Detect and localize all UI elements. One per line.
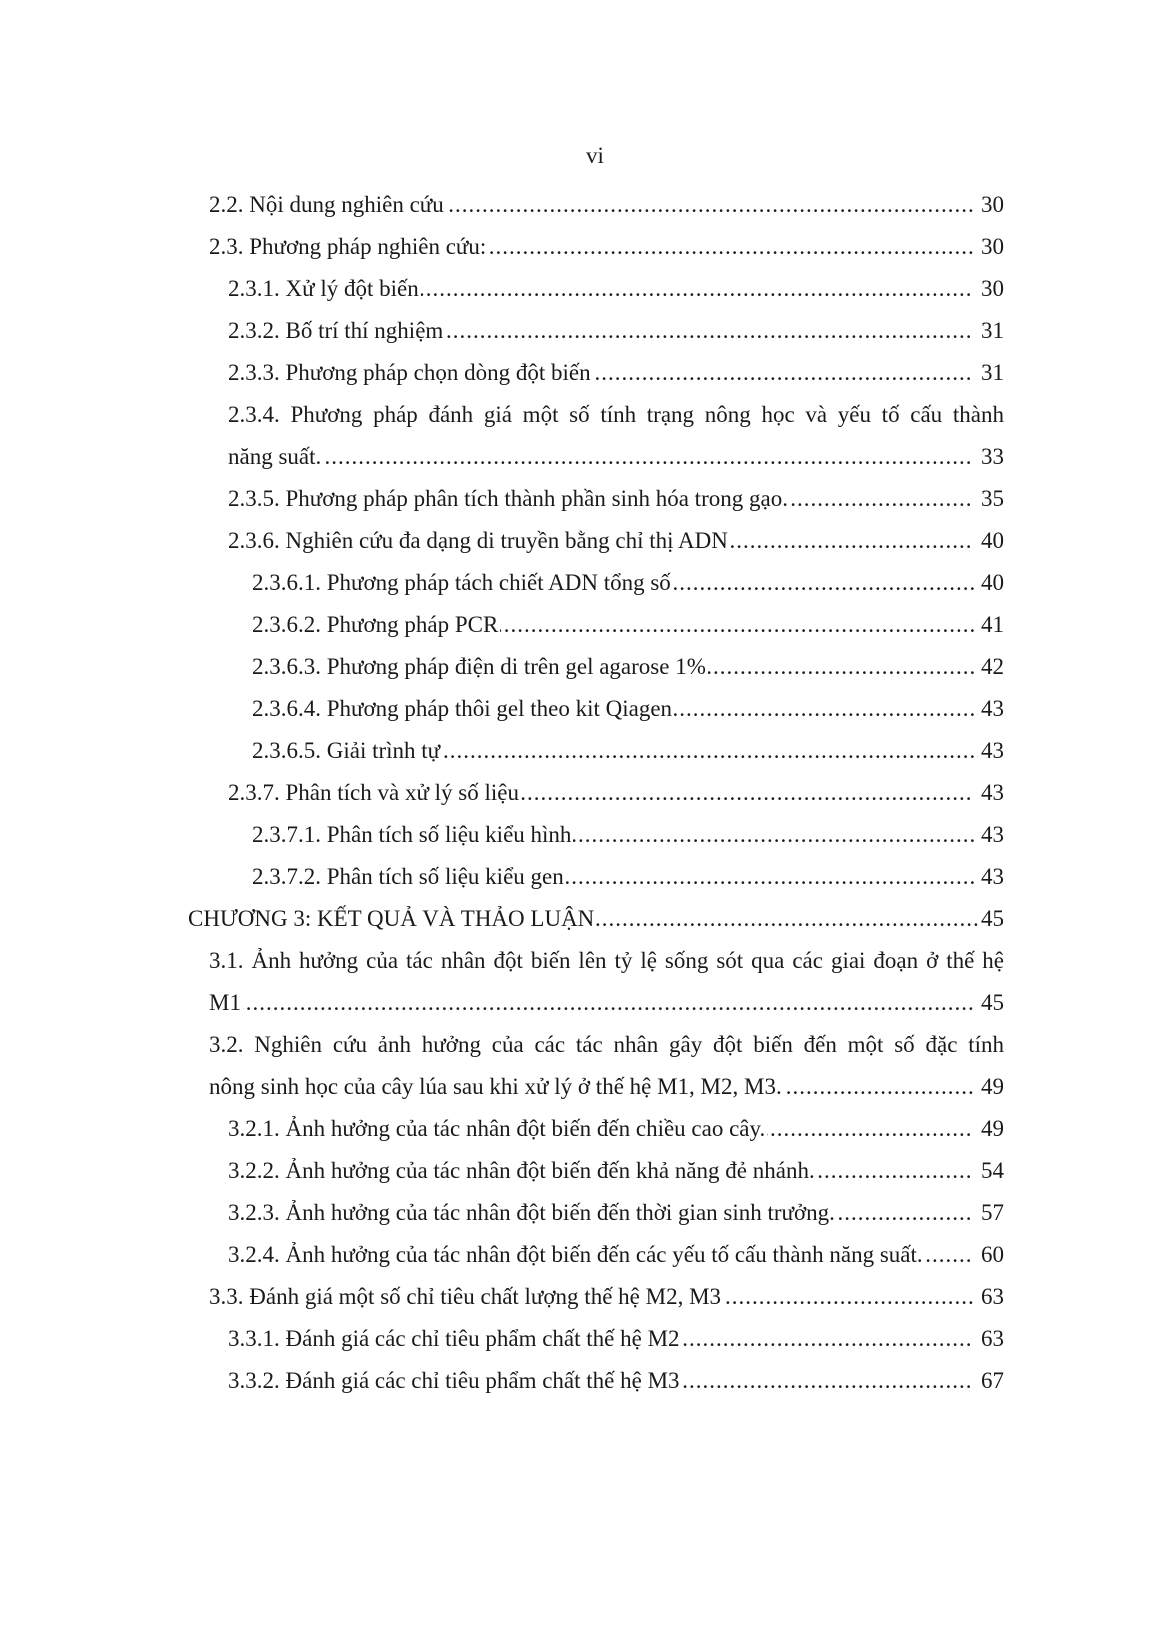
toc-entry[interactable] bbox=[0, 730, 1158, 772]
toc-entry-page: 31 bbox=[981, 318, 1004, 343]
toc-entry-title: 2.3.6.2. Phương pháp PCR bbox=[252, 604, 500, 646]
toc-entry[interactable] bbox=[0, 856, 1158, 898]
toc-entry-title: 2.3. Phương pháp nghiên cứu: bbox=[209, 226, 488, 268]
toc-entry[interactable] bbox=[0, 310, 1158, 352]
toc-entry-title: 3.3. Đánh giá một số chỉ tiêu chất lượng thế hệ M2, M3 bbox=[209, 1276, 723, 1318]
toc-entry-page: 43 bbox=[981, 780, 1004, 805]
toc-entry-page: 63 bbox=[981, 1326, 1004, 1351]
toc-entry[interactable] bbox=[0, 394, 1158, 478]
toc-entry[interactable] bbox=[0, 1276, 1158, 1318]
toc-entry-page: 45 bbox=[981, 990, 1004, 1015]
toc-entry-title: CHƯƠNG 3: KẾT QUẢ VÀ THẢO LUẬN bbox=[188, 898, 596, 940]
toc-entry-title-cont: M1 bbox=[209, 982, 243, 1024]
toc-entry[interactable] bbox=[0, 940, 1158, 1024]
toc-entry[interactable] bbox=[0, 1360, 1158, 1402]
toc-entry-page: 42 bbox=[981, 654, 1004, 679]
dot-leader bbox=[212, 982, 974, 1024]
toc-entry-page: 41 bbox=[981, 612, 1004, 637]
toc-entry[interactable] bbox=[0, 268, 1158, 310]
toc-entry-page: 57 bbox=[981, 1200, 1004, 1225]
toc-entry[interactable] bbox=[0, 184, 1158, 226]
toc-entry[interactable] bbox=[0, 478, 1158, 520]
toc-entry-page: 33 bbox=[981, 444, 1004, 469]
toc-entry[interactable] bbox=[0, 772, 1158, 814]
table-of-contents bbox=[0, 184, 1158, 1402]
toc-entry-title: 3.3.1. Đánh giá các chỉ tiêu phẩm chất thế hệ M2 bbox=[228, 1318, 682, 1360]
toc-entry-title: 2.3.7.2. Phân tích số liệu kiểu gen bbox=[252, 856, 566, 898]
toc-entry-page: 30 bbox=[981, 192, 1004, 217]
toc-entry-title: 2.2. Nội dung nghiên cứu bbox=[209, 184, 446, 226]
page-number: vi bbox=[586, 143, 604, 168]
toc-entry[interactable] bbox=[0, 1234, 1158, 1276]
toc-entry-title: 3.2.3. Ảnh hưởng của tác nhân đột biến đến thời gian sinh trưởng. bbox=[228, 1192, 837, 1234]
toc-entry-page: 40 bbox=[981, 528, 1004, 553]
toc-entry-page: 30 bbox=[981, 276, 1004, 301]
toc-entry-page: 60 bbox=[981, 1242, 1004, 1267]
toc-entry-title: 2.3.1. Xử lý đột biến bbox=[228, 268, 421, 310]
toc-entry-title: 3.3.2. Đánh giá các chỉ tiêu phẩm chất thế hệ M3 bbox=[228, 1360, 682, 1402]
toc-entry[interactable] bbox=[0, 688, 1158, 730]
dot-leader bbox=[230, 436, 974, 478]
toc-entry-page: 43 bbox=[981, 864, 1004, 889]
toc-entry-page: 43 bbox=[981, 696, 1004, 721]
toc-entry-title: 2.3.2. Bố trí thí nghiệm bbox=[228, 310, 445, 352]
toc-entry[interactable] bbox=[0, 226, 1158, 268]
toc-entry[interactable] bbox=[0, 814, 1158, 856]
toc-entry-page: 49 bbox=[981, 1116, 1004, 1141]
toc-entry-title: 2.3.6.4. Phương pháp thôi gel theo kit Qiagen bbox=[252, 688, 674, 730]
toc-entry[interactable] bbox=[0, 1318, 1158, 1360]
toc-entry-page: 31 bbox=[981, 360, 1004, 385]
toc-entry-title: 2.3.6. Nghiên cứu đa dạng di truyền bằng chỉ thị ADN bbox=[228, 520, 730, 562]
toc-entry-page: 35 bbox=[981, 486, 1004, 511]
toc-entry-title: 2.3.6.3. Phương pháp điện di trên gel agarose 1% bbox=[252, 646, 708, 688]
toc-entry-page: 67 bbox=[981, 1368, 1004, 1393]
toc-entry-title: 2.3.7. Phân tích và xử lý số liệu bbox=[228, 772, 521, 814]
toc-entry-title: 2.3.4. Phương pháp đánh giá một số tính trạng nông học và yếu tố cấu thành bbox=[228, 402, 1004, 427]
toc-entry-page: 54 bbox=[981, 1158, 1004, 1183]
toc-entry[interactable] bbox=[0, 1150, 1158, 1192]
toc-entry-title: 2.3.3. Phương pháp chọn dòng đột biến bbox=[228, 352, 593, 394]
toc-entry[interactable] bbox=[0, 1192, 1158, 1234]
toc-entry-title: 3.2.2. Ảnh hưởng của tác nhân đột biến đến khả năng đẻ nhánh. bbox=[228, 1150, 817, 1192]
toc-entry-title: 3.2.4. Ảnh hưởng của tác nhân đột biến đến các yếu tố cấu thành năng suất. bbox=[228, 1234, 925, 1276]
toc-entry-title: 2.3.5. Phương pháp phân tích thành phần sinh hóa trong gạo. bbox=[228, 478, 790, 520]
toc-entry-page: 49 bbox=[981, 1074, 1004, 1099]
toc-entry-title: 3.2. Nghiên cứu ảnh hưởng của các tác nhân gây đột biến đến một số đặc tính bbox=[209, 1032, 1004, 1057]
toc-entry-title: 3.1. Ảnh hưởng của tác nhân đột biến lên tỷ lệ sống sót qua các giai đoạn ở thế hệ bbox=[209, 948, 1004, 973]
toc-entry-page: 63 bbox=[981, 1284, 1004, 1309]
toc-entry[interactable] bbox=[0, 562, 1158, 604]
toc-entry-page: 40 bbox=[981, 570, 1004, 595]
toc-entry-title-cont: nông sinh học của cây lúa sau khi xử lý ở thế hệ M1, M2, M3. bbox=[209, 1066, 784, 1108]
toc-entry[interactable] bbox=[0, 604, 1158, 646]
toc-entry[interactable] bbox=[0, 1024, 1158, 1108]
toc-entry-page: 45 bbox=[981, 906, 1004, 931]
toc-entry[interactable] bbox=[0, 352, 1158, 394]
toc-entry-title: 2.3.6.5. Giải trình tự bbox=[252, 730, 442, 772]
toc-entry-title: 2.3.6.1. Phương pháp tách chiết ADN tổng số bbox=[252, 562, 673, 604]
toc-entry-page: 43 bbox=[981, 738, 1004, 763]
toc-entry[interactable] bbox=[0, 646, 1158, 688]
toc-entry[interactable] bbox=[0, 898, 1158, 940]
toc-entry-title: 2.3.7.1. Phân tích số liệu kiểu hình bbox=[252, 814, 573, 856]
toc-entry-page: 30 bbox=[981, 234, 1004, 259]
toc-entry-title: 3.2.1. Ảnh hưởng của tác nhân đột biến đến chiều cao cây. bbox=[228, 1108, 767, 1150]
toc-entry-title-cont: năng suất. bbox=[228, 436, 323, 478]
toc-entry[interactable] bbox=[0, 520, 1158, 562]
toc-entry[interactable] bbox=[0, 1108, 1158, 1150]
toc-entry-page: 43 bbox=[981, 822, 1004, 847]
